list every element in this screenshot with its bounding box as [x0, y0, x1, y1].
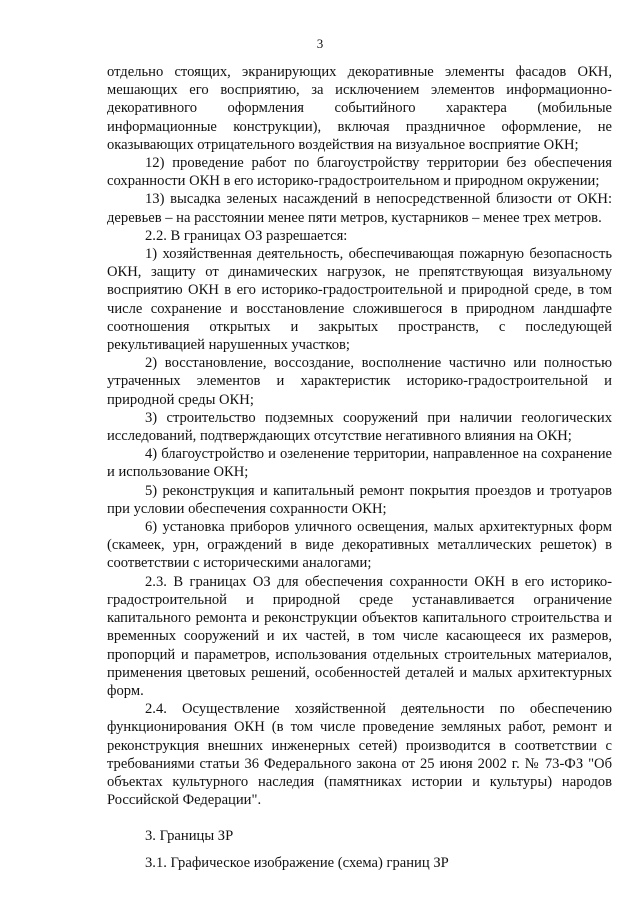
paragraph-item-3: 3) строительство подземных сооружений при наличии геологических исследований, подтверждающих отсутствие негативного влияния на ОКН;	[107, 409, 612, 445]
paragraph-item-2: 2) восстановление, воссоздание, восполнение частично или полностью утраченных элементов и характеристик историко-градостроительной и природной среды ОКН;	[107, 355, 612, 408]
paragraph-item-6: 6) установка приборов уличного освещения, малых архитектурных форм (скамеек, урн, ограждений в виде декоративных металлических решеток) в соответствии с историческими аналогами;	[107, 519, 612, 572]
section-heading-3: 3. Границы ЗР	[145, 828, 234, 845]
document-body	[107, 63, 612, 872]
paragraph-item-1: 1) хозяйственная деятельность, обеспечивающая пожарную безопасность ОКН, защиту от динамических нагрузок, не препятствующая визуальному восприятию ОКН в его историко-градостроительной и природной среде, в том числе сохранение и восстановление сложившегося в природном ландшафте соотношения открытых и закрытых пространств, с последующей рекультивацией нарушенных участков;	[107, 246, 612, 354]
page-number: 3	[316, 36, 324, 51]
paragraph-item-12: 12) проведение работ по благоустройству территории без обеспечения сохранности ОКН в его историко-градостроительном и природном окружении;	[107, 155, 612, 190]
paragraph-item-4: 4) благоустройство и озеленение территории, направленное на сохранение и использование ОКН;	[107, 446, 612, 481]
paragraph-item-13: 13) высадка зеленых насаждений в непосредственной близости от ОКН: деревьев – на расстоянии менее пяти метров, кустарников – менее трех метров.	[107, 191, 612, 226]
paragraph-section-2-3: 2.3. В границах ОЗ для обеспечения сохранности ОКН в его историко-градостроительной и природной среде устанавливается ограничение капитального ремонта и реконструкции объектов капитального строительства и временных сооружений и их частей, в том числе касающееся их размеров, пропорций и параметров, использования отдельных строительных материалов, применения цветовых решений, особенностей деталей и малых архитектурных форм.	[107, 573, 612, 699]
paragraph-section-2-4: 2.4. Осуществление хозяйственной деятельности по обеспечению функционирования ОКН (в том числе проведение земляных работ, ремонт и реконструкция внешних инженерных сетей) производится в соответствии с требованиями статьи 36 Федерального закона от 25 июня 2002 г. № 73-ФЗ "Об объектах культурного наследия (памятниках истории и культуры) народов Российской Федерации".	[107, 701, 612, 809]
paragraph-continuation: отдельно стоящих, экранирующих декоративные элементы фасадов ОКН, мешающих его восприятию, за исключением элементов информационно-декоративного оформления событийного характера (мобильные информационные конструкции), включая праздничное оформление, не оказывающих отрицательного воздействия на визуальное восприятие ОКН;	[107, 64, 612, 153]
paragraph-section-2-2: 2.2. В границах ОЗ разрешается:	[145, 227, 348, 244]
paragraph-section-3-1: 3.1. Графическое изображение (схема) границ ЗР	[145, 854, 449, 871]
paragraph-item-5: 5) реконструкция и капитальный ремонт покрытия проездов и тротуаров при условии обеспечения сохранности ОКН;	[107, 482, 612, 517]
